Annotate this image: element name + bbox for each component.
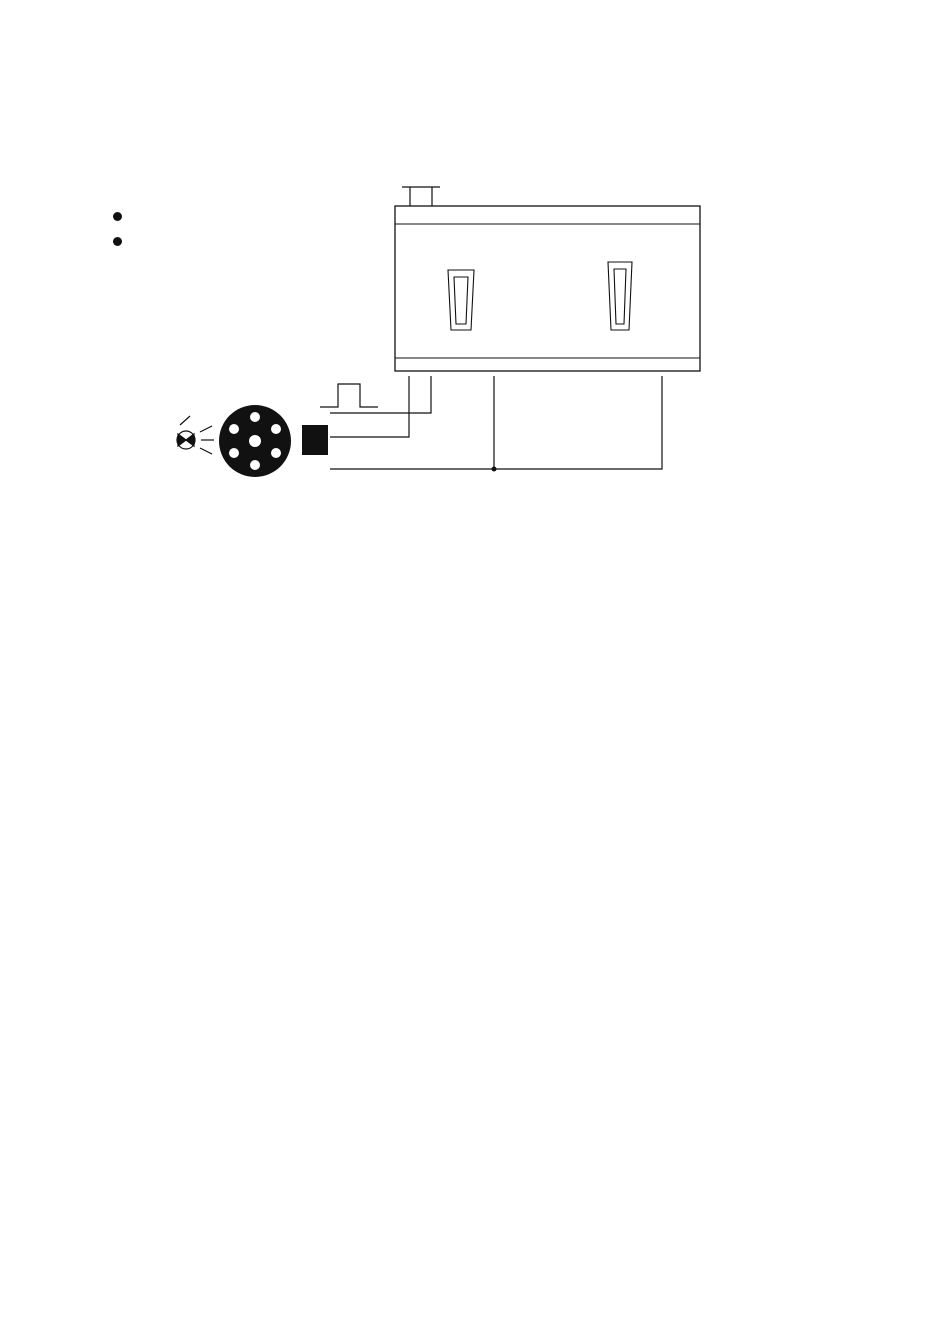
display-port-icon [608, 262, 632, 330]
light-source-g1-icon [177, 416, 214, 454]
power-leads [402, 187, 440, 206]
sensor-wires [330, 376, 662, 469]
photoswitch-g3-icon [302, 425, 328, 455]
pulse-waveform-icon [320, 384, 378, 407]
wire-junction [492, 467, 497, 472]
bullet-icon [113, 237, 122, 246]
serial-port-icon [448, 270, 474, 330]
grating-disk-g2-icon [219, 405, 291, 477]
controller-box [395, 206, 700, 371]
bullet-icon [113, 212, 122, 221]
